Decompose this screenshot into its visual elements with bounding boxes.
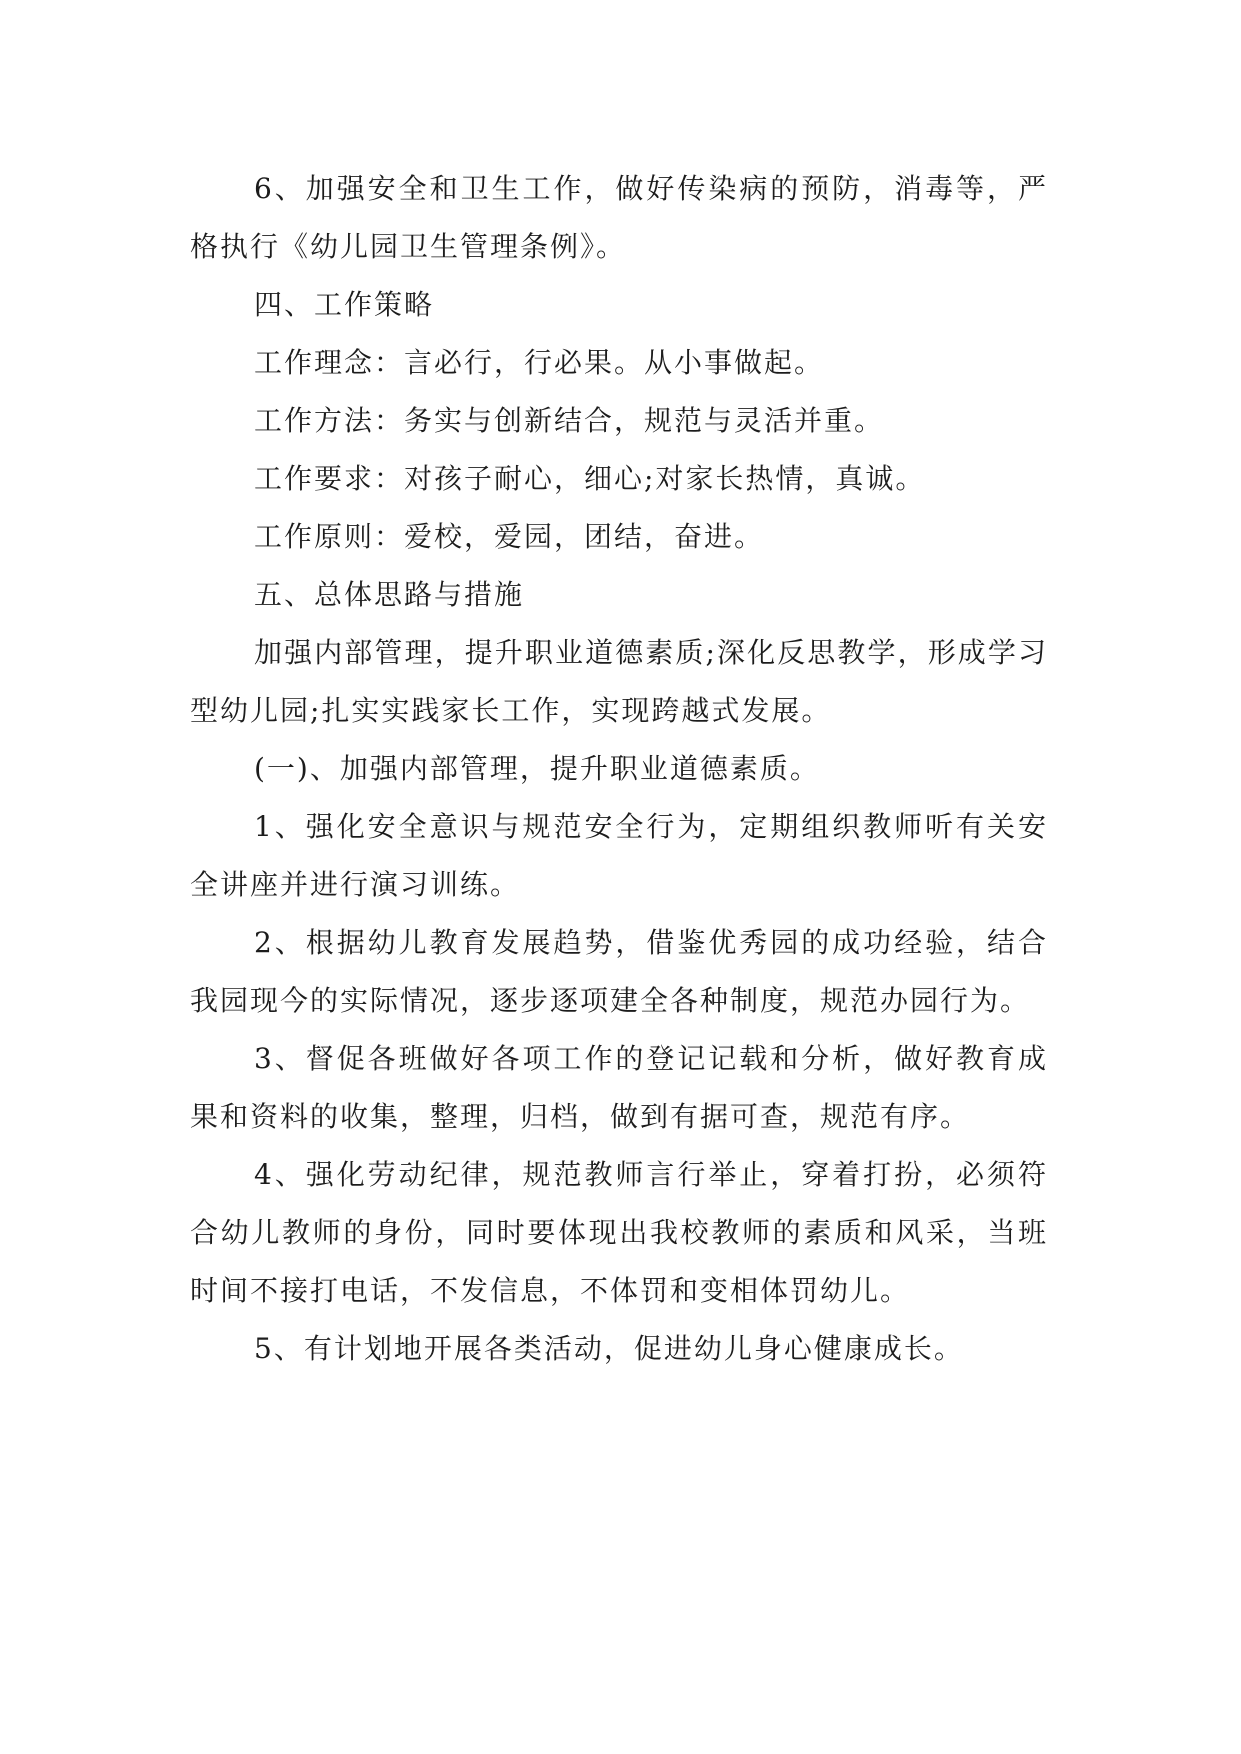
subsection-heading-internal-management: (一)、加强内部管理，提升职业道德素质。 xyxy=(254,752,820,785)
paragraph-item-1-safety: 1、强化安全意识与规范安全行为，定期组织教师听有关安全讲座并进行演习训练。 xyxy=(190,810,1048,901)
paragraph-item-4-discipline: 4、强化劳动纪律，规范教师言行举止，穿着打扮，必须符合幼儿教师的身份，同时要体现出我校教师的素质和风采，当班时间不接打电话，不发信息，不体罚和变相体罚幼儿。 xyxy=(190,1158,1048,1307)
paragraph-item-6-hygiene: 6、加强安全和卫生工作，做好传染病的预防，消毒等，严格执行《幼儿园卫生管理条例》。 xyxy=(190,172,1048,263)
section-heading-work-strategy: 四、工作策略 xyxy=(254,288,435,321)
paragraph-work-requirements: 工作要求：对孩子耐心，细心;对家长热情，真诚。 xyxy=(254,462,926,495)
paragraph-item-5-activities: 5、有计划地开展各类活动，促进幼儿身心健康成长。 xyxy=(254,1332,964,1365)
paragraph-work-method: 工作方法：务实与创新结合，规范与灵活并重。 xyxy=(254,404,885,437)
paragraph-work-principles: 工作原则：爱校，爱园，团结，奋进。 xyxy=(254,520,765,553)
document-page xyxy=(190,160,1048,1378)
paragraph-overall-approach: 加强内部管理，提升职业道德素质;深化反思教学，形成学习型幼儿园;扎实实践家长工作，实现跨越式发展。 xyxy=(190,636,1048,727)
section-heading-overall-approach: 五、总体思路与措施 xyxy=(254,578,525,611)
paragraph-work-philosophy: 工作理念：言必行，行必果。从小事做起。 xyxy=(254,346,825,379)
paragraph-item-2-systems: 2、根据幼儿教育发展趋势，借鉴优秀园的成功经验，结合我园现今的实际情况，逐步逐项建全各种制度，规范办园行为。 xyxy=(190,926,1048,1017)
paragraph-item-3-records: 3、督促各班做好各项工作的登记记载和分析，做好教育成果和资料的收集，整理，归档，做到有据可查，规范有序。 xyxy=(190,1042,1048,1133)
